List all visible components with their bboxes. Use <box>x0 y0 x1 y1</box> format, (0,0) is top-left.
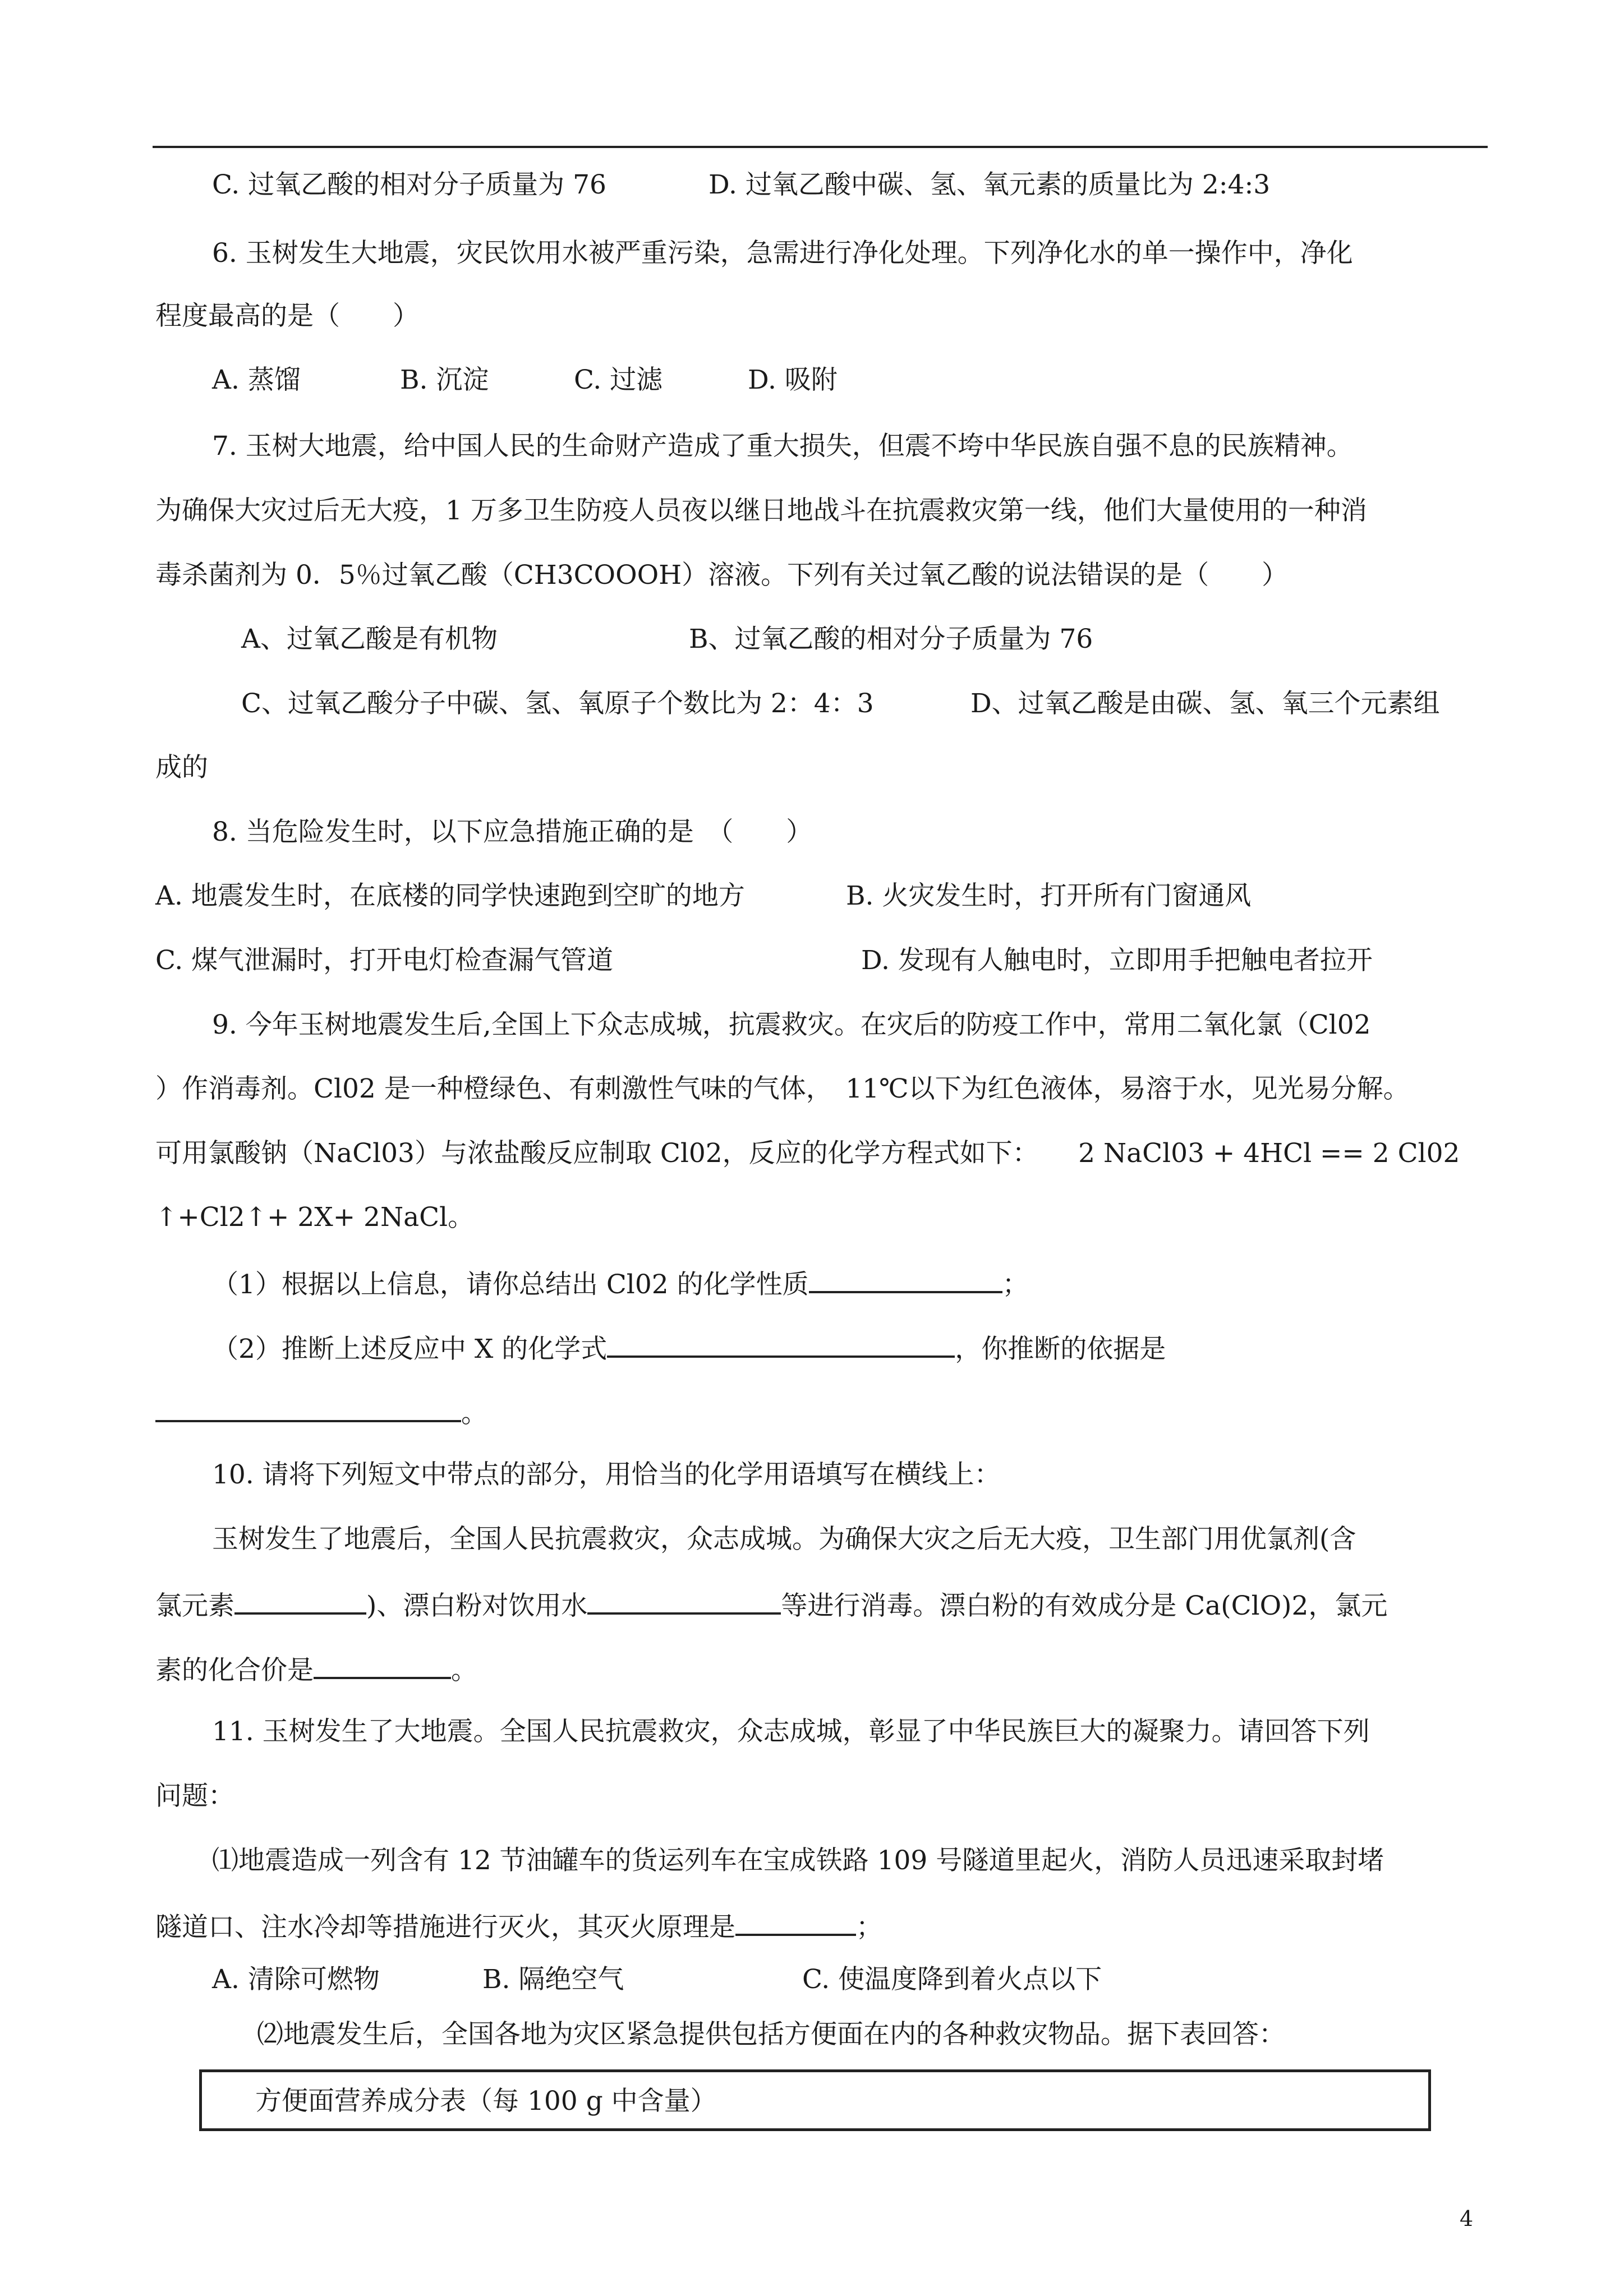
q9-stem-line1: 9. 今年玉树地震发生后,全国上下众志成城，抗震救灾。在灾后的防疫工作中，常用二氧化氯（Cl02 <box>212 1009 1371 1040</box>
q11-option-b: B. 隔绝空气 <box>482 1964 624 1995</box>
q9-stem-line3: 可用氯酸钠（NaCl03）与浓盐酸反应制取 Cl02，反应的化学方程式如下： 2 NaCl03 + 4HCl == 2 Cl02 <box>155 1138 1460 1169</box>
q8-option-d: D. 发现有人触电时，立即用手把触电者拉开 <box>861 945 1373 976</box>
q10-stem: 10. 请将下列短文中带点的部分，用恰当的化学用语填写在横线上： <box>212 1459 1001 1490</box>
q7-stem-line2: 为确保大灾过后无大疫，1 万多卫生防疫人员夜以继日地战斗在抗震救灾第一线，他们大量使用的一种消 <box>155 495 1367 526</box>
q9-sub1-answer-blank[interactable] <box>809 1265 1002 1293</box>
nutrition-table-header <box>199 2069 1431 2131</box>
q11-sub1-text: 隧道口、注水冷却等措施进行灭火，其灭火原理是 <box>155 1912 735 1943</box>
q6-option-b: B. 沉淀 <box>400 365 489 395</box>
q9-sub2-formula-blank[interactable] <box>607 1330 955 1358</box>
header-rule <box>153 146 1488 148</box>
q9-sub2-text: （2）推断上述反应中 X 的化学式 <box>212 1334 608 1364</box>
q10-passage-line2 <box>155 1587 1387 1623</box>
q9-sub1 <box>212 1265 1029 1302</box>
q9-sub1-text: （1）根据以上信息，请你总结出 Cl02 的化学性质 <box>212 1269 809 1300</box>
q7-option-c: C、过氧乙酸分子中碳、氢、氧原子个数比为 2：4：3 <box>241 688 874 719</box>
q11-sub1-end: ； <box>856 1912 882 1943</box>
q7-option-d-cont: 成的 <box>155 752 208 783</box>
q10-blank-2[interactable] <box>587 1587 781 1615</box>
q5-option-d: D. 过氧乙酸中碳、氢、氧元素的质量比为 2:4:3 <box>709 169 1271 200</box>
q11-sub2: ⑵地震发生后，全国各地为灾区紧急提供包括方便面在内的各种救灾物品。据下表回答： <box>257 2019 1285 2050</box>
q10-blank-3[interactable] <box>314 1651 451 1679</box>
page-number: 4 <box>1460 2206 1474 2231</box>
q9-sub2 <box>212 1330 1166 1366</box>
q9-sub1-end: ； <box>1002 1269 1029 1300</box>
nutrition-table-caption: 方便面营养成分表（每 100 g 中含量） <box>255 2086 717 2117</box>
q10-text-a: 氯元素 <box>155 1590 234 1621</box>
q11-sub1-line1: ⑴地震造成一列含有 12 节油罐车的货运列车在宝成铁路 109 号隧道里起火，消防人员迅速采取封堵 <box>212 1845 1384 1876</box>
q11-stem-line2: 问题： <box>155 1781 234 1811</box>
q9-stem-line4: ↑+Cl2↑+ 2X+ 2NaCl。 <box>155 1202 475 1233</box>
q6-stem-line2: 程度最高的是（ ） <box>155 301 419 331</box>
q8-option-a: A. 地震发生时，在底楼的同学快速跑到空旷的地方 <box>155 880 745 911</box>
q6-stem-line1: 6. 玉树发生大地震，灾民饮用水被严重污染，急需进行净化处理。下列净化水的单一操作中，净化 <box>212 238 1353 269</box>
q10-text-d: 素的化合价是 <box>155 1655 314 1686</box>
q9-sub3-end: 。 <box>461 1398 487 1429</box>
q11-sub1-line2 <box>155 1908 882 1944</box>
q7-option-d: D、过氧乙酸是由碳、氢、氧三个元素组 <box>970 688 1440 719</box>
q7-option-a: A、过氧乙酸是有机物 <box>241 624 498 654</box>
q11-stem-line1: 11. 玉树发生了大地震。全国人民抗震救灾，众志成城，彰显了中华民族巨大的凝聚力。请回答下列 <box>212 1716 1370 1747</box>
q7-option-b: B、过氧乙酸的相对分子质量为 76 <box>689 624 1093 654</box>
q10-text-c: 等进行消毒。漂白粉的有效成分是 Ca(ClO)2，氯元 <box>781 1590 1388 1621</box>
q11-option-a: A. 清除可燃物 <box>212 1964 380 1995</box>
q9-sub3 <box>155 1394 487 1431</box>
q5-option-c: C. 过氧乙酸的相对分子质量为 76 <box>212 169 606 200</box>
q7-stem-line1: 7. 玉树大地震，给中国人民的生命财产造成了重大损失，但震不垮中华民族自强不息的民族精神。 <box>212 431 1353 462</box>
q10-text-e: 。 <box>451 1655 477 1686</box>
q9-stem-line2: ）作消毒剂。Cl02 是一种橙绿色、有刺激性气味的气体， 11℃以下为红色液体，易溶于水，见光易分解。 <box>155 1073 1410 1104</box>
q10-text-b: )、漂白粉对饮用水 <box>366 1590 588 1621</box>
q10-blank-1[interactable] <box>234 1587 366 1615</box>
q10-passage-line3 <box>155 1651 477 1688</box>
q6-option-d: D. 吸附 <box>748 365 838 395</box>
q11-option-c: C. 使温度降到着火点以下 <box>802 1964 1102 1995</box>
q9-sub2-tail: ，你推断的依据是 <box>955 1334 1166 1364</box>
q8-option-c: C. 煤气泄漏时，打开电灯检查漏气管道 <box>155 945 614 976</box>
q8-stem: 8. 当危险发生时，以下应急措施正确的是 （ ） <box>212 817 813 847</box>
q7-stem-line3: 毒杀菌剂为 0．5％过氧乙酸（CH3COOOH）溶液。下列有关过氧乙酸的说法错误的是（ ） <box>155 560 1289 591</box>
q6-option-c: C. 过滤 <box>574 365 663 395</box>
q8-option-b: B. 火灾发生时，打开所有门窗通风 <box>846 880 1252 911</box>
q10-passage-line1: 玉树发生了地震后，全国人民抗震救灾，众志成城。为确保大灾之后无大疫，卫生部门用优氯剂(含 <box>212 1524 1356 1555</box>
q9-sub2-basis-blank[interactable] <box>155 1394 461 1422</box>
q11-sub1-blank[interactable] <box>735 1908 856 1936</box>
q6-option-a: A. 蒸馏 <box>212 365 301 395</box>
